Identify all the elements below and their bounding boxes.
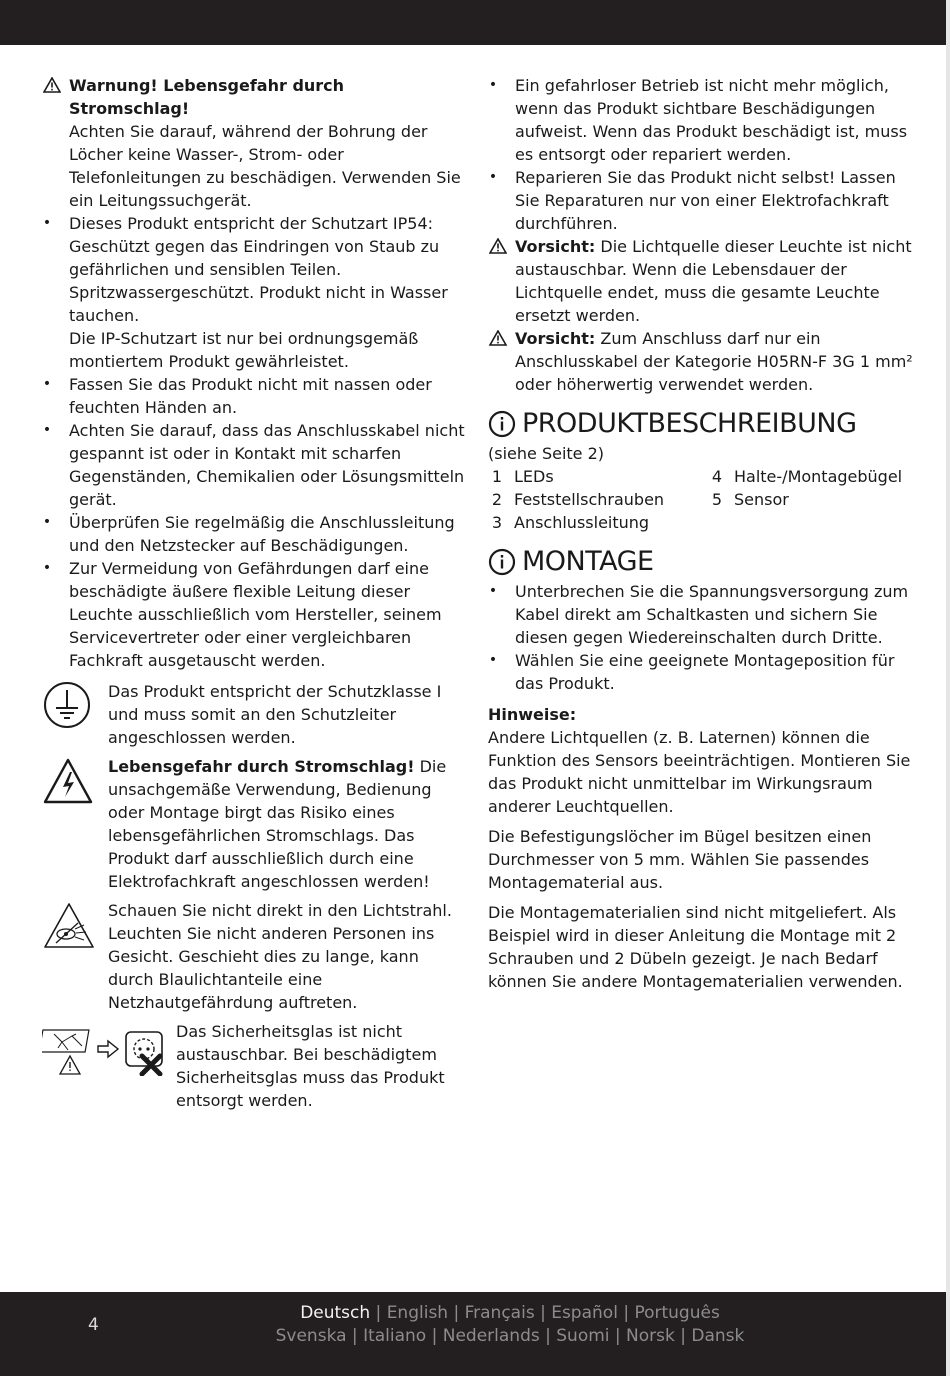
eye-hazard-icon bbox=[42, 899, 108, 1014]
page-edge bbox=[946, 0, 950, 1376]
bullet-text: Achten Sie darauf, dass das Anschlusskabel nicht gespannt ist oder in Kontakt mit scharfen Gegenständen, Chemikalien oder Lösungsmitteln gerät. bbox=[69, 421, 465, 509]
symbol-light-row bbox=[42, 899, 467, 1014]
bullet-icon: • bbox=[488, 652, 498, 668]
top-bar bbox=[0, 0, 946, 45]
bullet-text: Ein gefahrloser Betrieb ist nicht mehr möglich, wenn das Produkt sichtbare Beschädigungen aufweist. Wenn das Produkt beschädigt ist, muss es entsorgt oder repariert werden. bbox=[515, 76, 908, 164]
protective-earth-icon bbox=[42, 680, 108, 749]
language-current[interactable]: Deutsch bbox=[300, 1303, 371, 1323]
part-number: 1 bbox=[491, 467, 502, 486]
broken-glass-icon bbox=[42, 1030, 89, 1074]
left-column bbox=[42, 74, 467, 1112]
replace-prohibited-icon bbox=[126, 1032, 162, 1074]
bullet-text: Wählen Sie eine geeignete Montageposition für das Produkt. bbox=[515, 651, 895, 693]
info-icon bbox=[488, 410, 516, 438]
part-number: 5 bbox=[711, 490, 722, 509]
list-item bbox=[42, 511, 467, 557]
glass-text: Das Sicherheitsglas ist nicht austauschbar. Bei beschädigtem Sicherheitsglas muss das Produkt entsorgt werden. bbox=[176, 1022, 445, 1110]
page-number: 4 bbox=[88, 1315, 99, 1335]
part-label: Sensor bbox=[734, 490, 789, 509]
bullet-text: Zur Vermeidung von Gefährdungen darf eine beschädigte äußere flexible Leitung dieser Leuchte ausschließlich vom Hersteller, seinem Servicevertreter oder einer vergleichbaren Fachkraft ausgetauscht werden. bbox=[69, 559, 442, 670]
light-text: Schauen Sie nicht direkt in den Lichtstrahl. Leuchten Sie nicht anderen Personen ins Gesicht. Geschieht dies zu lange, kann durch Blaulichtanteile eine Netzhautgefährdung auftreten. bbox=[108, 901, 452, 1012]
part-label: Halte-/Montagebügel bbox=[734, 467, 903, 486]
right-column bbox=[488, 74, 913, 993]
list-item bbox=[42, 373, 467, 419]
info-icon bbox=[488, 548, 516, 576]
part-number: 4 bbox=[711, 467, 722, 486]
ground-text: Das Produkt entspricht der Schutzklasse I und muss somit an den Schutzleiter angeschlossen werden. bbox=[108, 682, 442, 747]
product-heading-text: PRODUKTBESCHREIBUNG bbox=[522, 408, 857, 439]
part-number: 3 bbox=[491, 513, 502, 532]
notes-paragraph: Andere Lichtquellen (z. B. Laternen) können die Funktion des Sensors beeinträchtigen. Montieren Sie das Produkt nicht unmittelbar im Wirkungsraum anderer Leuchtquellen. bbox=[488, 728, 911, 816]
parts-list bbox=[488, 465, 913, 534]
notes-paragraph: Die Montagematerialien sind nicht mitgeliefert. Als Beispiel wird in dieser Anleitung die Montage mit 2 Schrauben und 2 Dübeln gezeigt. Je nach Bedarf können Sie andere Montagematerialien verwenden. bbox=[488, 903, 903, 991]
bullet-text: Überprüfen Sie regelmäßig die Anschlussleitung und den Netzstecker auf Beschädigungen. bbox=[69, 513, 455, 555]
language-links-line2[interactable]: Svenska | Italiano | Nederlands | Suomi | Norsk | Dansk bbox=[275, 1326, 745, 1346]
list-item bbox=[42, 419, 467, 511]
montage-heading-text: MONTAGE bbox=[522, 546, 654, 577]
bullet-text: Dieses Produkt entspricht der Schutzart IP54: Geschützt gegen das Eindringen von Staub zu gefährlichen und sensiblen Teilen. Spritzwassergeschützt. Produkt nicht in Wasser tauchen. bbox=[69, 214, 448, 325]
caution-cable bbox=[488, 327, 913, 396]
part-number: 2 bbox=[491, 490, 502, 509]
bullet-text: Reparieren Sie das Produkt nicht selbst! Lassen Sie Reparaturen nur von einer Elektrofachkraft durchführen. bbox=[515, 168, 896, 233]
bullet-icon: • bbox=[488, 169, 498, 185]
symbol-shock-row bbox=[42, 755, 467, 893]
list-item bbox=[488, 166, 913, 235]
caution-label: Vorsicht: bbox=[515, 329, 596, 348]
ip-note: Die IP-Schutzart ist nur bei ordnungsgemäß montiertem Produkt gewährleistet. bbox=[69, 329, 419, 371]
bullet-icon: • bbox=[42, 514, 52, 530]
notes-title: Hinweise: bbox=[488, 705, 577, 724]
notes-paragraph: Die Befestigungslöcher im Bügel besitzen einen Durchmesser von 5 mm. Wählen Sie passendes Montagematerial aus. bbox=[488, 827, 872, 892]
bullet-text: Fassen Sie das Produkt nicht mit nassen oder feuchten Händen an. bbox=[69, 375, 432, 417]
part-label: Feststellschrauben bbox=[514, 490, 665, 509]
list-item bbox=[488, 649, 913, 695]
warning-title: Warnung! Lebensgefahr durch Stromschlag! bbox=[69, 76, 345, 118]
language-links-line1[interactable]: | English | Français | Español | Português bbox=[370, 1303, 720, 1323]
bullet-text: Unterbrechen Sie die Spannungsversorgung zum Kabel direkt am Schaltkasten und sichern Sie diesen gegen Wiedereinschalten durch Dritte. bbox=[515, 582, 909, 647]
list-item bbox=[42, 557, 467, 672]
caution-text: Die Lichtquelle dieser Leuchte ist nicht austauschbar. Wenn die Lebensdauer der Lichtquelle endet, muss die gesamte Leuchte ersetzt werden. bbox=[515, 237, 912, 325]
part-item bbox=[488, 511, 708, 534]
bullet-icon: • bbox=[488, 583, 498, 599]
product-heading bbox=[488, 406, 913, 442]
arrow-right-icon bbox=[98, 1041, 118, 1057]
bullet-icon: • bbox=[42, 376, 52, 392]
caution-text: Zum Anschluss darf nur ein Anschlusskabel der Kategorie H05RN-F 3G 1 mm² oder höherwertig verwendet werden. bbox=[515, 329, 913, 394]
warning-triangle-icon bbox=[489, 330, 507, 346]
bullet-icon: • bbox=[488, 77, 498, 93]
montage-heading bbox=[488, 544, 913, 580]
part-label: LEDs bbox=[514, 467, 554, 486]
caution-label: Vorsicht: bbox=[515, 237, 596, 256]
symbol-glass-row bbox=[42, 1020, 467, 1112]
list-item bbox=[42, 212, 467, 373]
list-item bbox=[488, 580, 913, 649]
bullet-icon: • bbox=[42, 215, 52, 231]
bullet-icon: • bbox=[42, 560, 52, 576]
warning-text: Achten Sie darauf, während der Bohrung der Löcher keine Wasser-, Strom- oder Telefonleitungen zu beschädigen. Verwenden Sie ein Leitungssuchgerät. bbox=[69, 122, 461, 210]
shock-title: Lebensgefahr durch Stromschlag! bbox=[108, 757, 415, 776]
warning-triangle-icon bbox=[43, 77, 61, 93]
part-item bbox=[708, 488, 908, 511]
part-item bbox=[488, 488, 708, 511]
language-list bbox=[200, 1302, 820, 1348]
shock-text: Die unsachgemäße Verwendung, Bedienung oder Montage birgt das Risiko eines lebensgefährlichen Stromschlags. Das Produkt darf ausschließlich durch eine Elektrofachkraft angeschlossen werden! bbox=[108, 757, 447, 891]
see-page-note: (siehe Seite 2) bbox=[488, 444, 605, 463]
bullet-icon: • bbox=[42, 422, 52, 438]
list-item bbox=[488, 74, 913, 166]
warning-triangle-icon bbox=[489, 238, 507, 254]
part-item bbox=[488, 465, 708, 488]
part-item bbox=[708, 465, 908, 488]
warning-drilling bbox=[42, 74, 467, 212]
part-label: Anschlussleitung bbox=[514, 513, 650, 532]
caution-light-source bbox=[488, 235, 913, 327]
symbol-ground-row bbox=[42, 680, 467, 749]
high-voltage-icon bbox=[42, 755, 108, 893]
